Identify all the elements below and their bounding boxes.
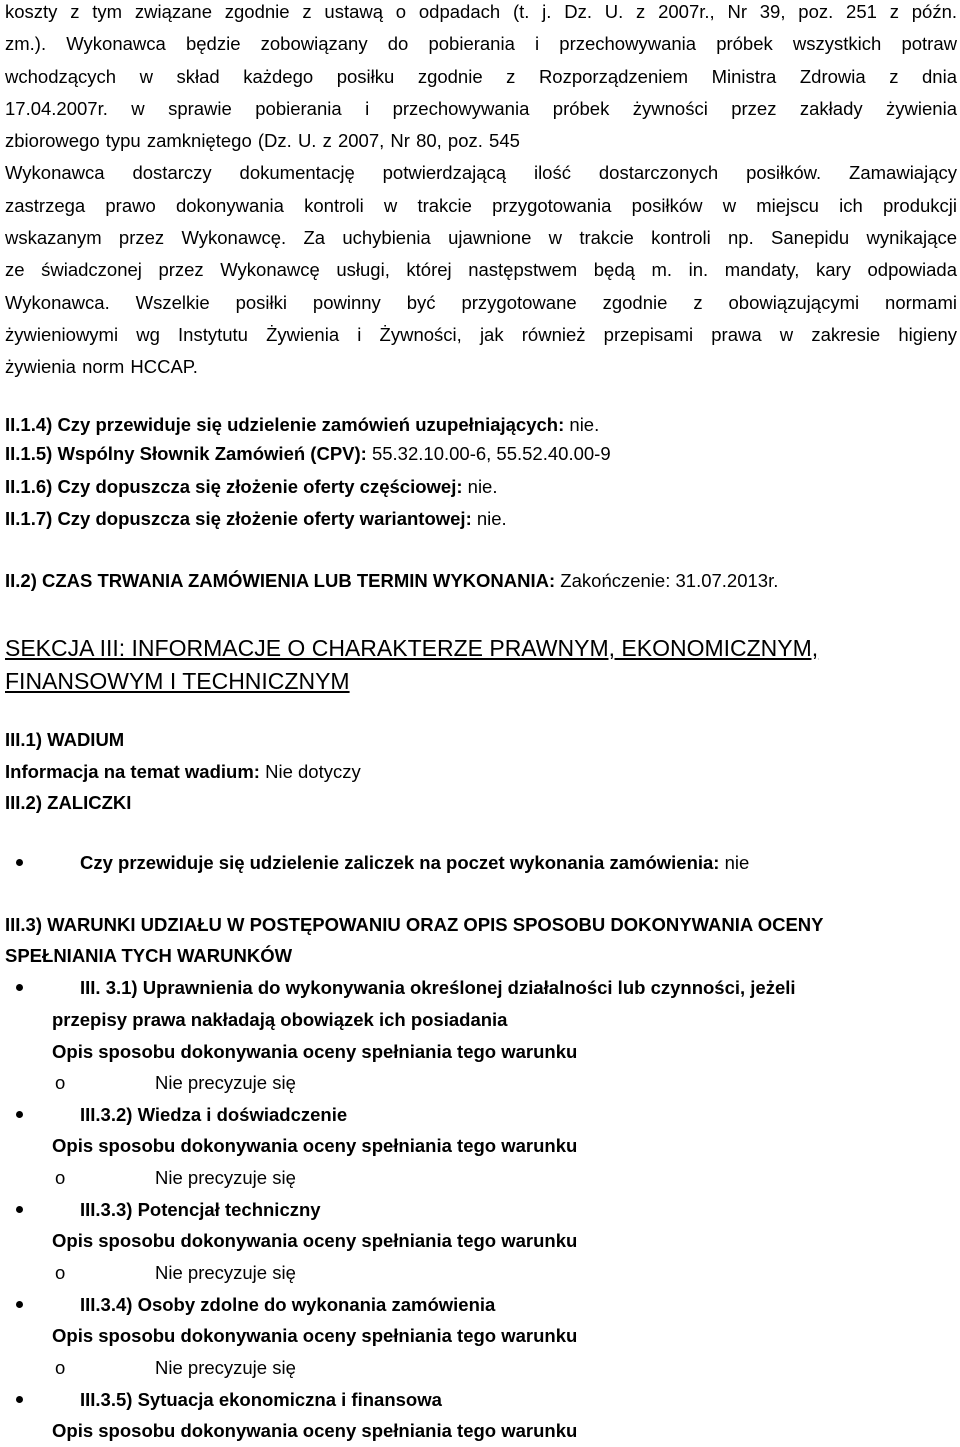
section-heading: SEKCJA III: INFORMACJE O CHARAKTERZE PRAWNYM, EKONOMICZNYM, — [5, 635, 819, 661]
bullet-icon — [16, 1206, 23, 1213]
text-line: wskazanym przez Wykonawcę. Za uchybienia ujawnione w trakcie kontroli np. Sanepidu wynikające — [5, 227, 957, 249]
field-wadium — [5, 756, 361, 788]
heading-zaliczki — [5, 787, 131, 819]
bullet-icon — [16, 1396, 23, 1403]
text-line: ze świadczonej przez Wykonawcę usługi, której następstwem będą m. in. mandaty, kary odpowiada — [5, 259, 957, 281]
item-heading — [52, 1004, 507, 1036]
field-value: nie. — [462, 476, 498, 497]
heading-text: III.2) ZALICZKI — [5, 792, 132, 813]
text-line: Wykonawca dostarczy dokumentację potwierdzającą ilość dostarczonych posiłków. Zamawiający — [5, 162, 957, 184]
opis-text: Opis sposobu dokonywania oceny spełniania tego warunku — [52, 1420, 578, 1441]
item-title: III. 3.1) Uprawnienia do wykonywania określonej działalności lub czynności, jeżeli — [80, 977, 796, 998]
opis-text: Opis sposobu dokonywania oceny spełniania tego warunku — [52, 1041, 578, 1062]
sub-bullet: o — [55, 1167, 66, 1188]
opis-label — [52, 1415, 577, 1447]
text-line: zm.). Wykonawca będzie zobowiązany do pobierania i przechowywania próbek wszystkich potraw — [5, 33, 957, 55]
field-value: Nie dotyczy — [259, 761, 361, 782]
bullet-icon — [16, 1301, 23, 1308]
opis-value: Nie precyzuje się — [155, 1357, 296, 1378]
opis-value: Nie precyzuje się — [155, 1072, 296, 1093]
heading-iii-3 — [5, 909, 824, 941]
field-value: Zakończenie: 31.07.2013r. — [555, 570, 779, 591]
field-ii-1-4 — [5, 409, 599, 441]
field-label: Informacja na temat wadium: — [5, 761, 260, 782]
opis-label — [52, 1036, 577, 1068]
item-title: III.3.4) Osoby zdolne do wykonania zamówienia — [80, 1294, 496, 1315]
item-heading — [80, 1384, 442, 1416]
opis-label — [52, 1130, 577, 1162]
field-label: II.1.6) Czy dopuszcza się złożenie oferty częściowej: — [5, 476, 463, 497]
field-label: II.1.4) Czy przewiduje się udzielenie zamówień uzupełniających: — [5, 414, 565, 435]
opis-text: Opis sposobu dokonywania oceny spełniania tego warunku — [52, 1135, 578, 1156]
opis-label — [52, 1320, 577, 1352]
item-heading — [80, 1194, 321, 1226]
field-ii-1-5 — [5, 438, 611, 470]
text-line: żywienia norm HCCAP. — [5, 356, 198, 378]
text-line: koszty z tym związane zgodnie z ustawą o odpadach (t. j. Dz. U. z 2007r., Nr 39, poz. 251 z późn. — [5, 1, 957, 22]
item-title: III.3.2) Wiedza i doświadczenie — [80, 1104, 348, 1125]
text-line: wchodzących w skład każdego posiłku zgodnie z Rozporządzeniem Ministra Zdrowia z dnia — [5, 65, 957, 87]
item-title: III.3.3) Potencjał techniczny — [80, 1199, 321, 1220]
field-ii-1-7 — [5, 503, 507, 535]
bullet-icon — [16, 984, 23, 991]
field-value: nie — [719, 852, 750, 873]
item-heading — [80, 972, 796, 1004]
field-zaliczki — [80, 847, 749, 879]
heading-text: III.1) WADIUM — [5, 729, 125, 750]
sub-bullet: o — [55, 1262, 66, 1283]
text-line: zbiorowego typu zamkniętego (Dz. U. z 2007, Nr 80, poz. 545 — [5, 130, 520, 152]
text-line: Wykonawca. Wszelkie posiłki powinny być przygotowane zgodnie z obowiązującymi normami — [5, 291, 957, 313]
heading-text: SPEŁNIANIA TYCH WARUNKÓW — [5, 945, 293, 966]
sub-bullet: o — [55, 1072, 66, 1093]
item-heading — [80, 1289, 495, 1321]
bullet-icon — [16, 859, 23, 866]
field-ii-1-6 — [5, 471, 497, 503]
field-value: 55.32.10.00-6, 55.52.40.00-9 — [366, 443, 611, 464]
section-heading: FINANSOWYM I TECHNICZNYM — [5, 668, 350, 694]
heading-wadium — [5, 724, 124, 756]
text-line: 17.04.2007r. w sprawie pobierania i przechowywania próbek żywności przez zakłady żywienia — [5, 97, 957, 119]
text-line: żywieniowymi wg Instytutu Żywienia i Żywności, jak również przepisami prawa w zakresie higieny — [5, 323, 957, 345]
opis-label — [52, 1225, 577, 1257]
field-label: II.1.7) Czy dopuszcza się złożenie oferty wariantowej: — [5, 508, 472, 529]
heading-text: III.3) WARUNKI UDZIAŁU W POSTĘPOWANIU ORAZ OPIS SPOSOBU DOKONYWANIA OCENY — [5, 914, 824, 935]
field-label: II.1.5) Wspólny Słownik Zamówień (CPV): — [5, 443, 367, 464]
intro-paragraph — [5, 0, 957, 384]
heading-iii-3 — [5, 940, 292, 972]
item-heading — [80, 1099, 347, 1131]
field-label: Czy przewiduje się udzielenie zaliczek na poczet wykonania zamówienia: — [80, 852, 720, 873]
field-value: nie. — [564, 414, 600, 435]
text-line: zastrzega prawo dokonywania kontroli w trakcie przygotowania posiłków w miejscu ich produkcji — [5, 194, 957, 216]
opis-value: Nie precyzuje się — [155, 1262, 296, 1283]
opis-value: Nie precyzuje się — [155, 1167, 296, 1188]
bullet-icon — [16, 1111, 23, 1118]
field-label: II.2) CZAS TRWANIA ZAMÓWIENIA LUB TERMIN WYKONANIA: — [5, 570, 556, 591]
field-ii-2 — [5, 565, 778, 597]
sub-bullet: o — [55, 1357, 66, 1378]
opis-text: Opis sposobu dokonywania oceny spełniania tego warunku — [52, 1325, 578, 1346]
field-value: nie. — [471, 508, 507, 529]
opis-text: Opis sposobu dokonywania oceny spełniania tego warunku — [52, 1230, 578, 1251]
item-title: III.3.5) Sytuacja ekonomiczna i finansowa — [80, 1389, 442, 1410]
item-title: przepisy prawa nakładają obowiązek ich posiadania — [52, 1009, 508, 1030]
